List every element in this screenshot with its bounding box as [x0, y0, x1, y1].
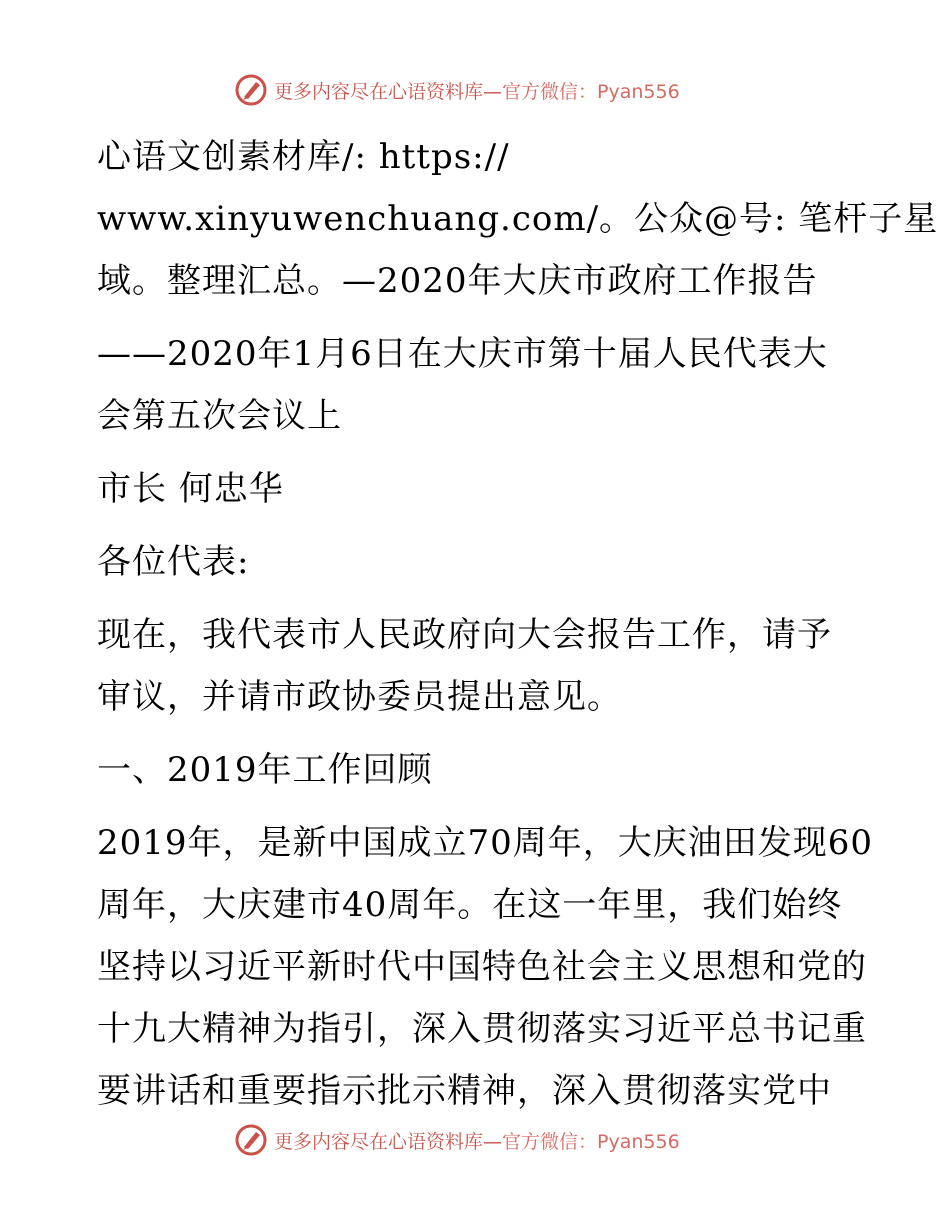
watermark-text: 更多内容尽在心语资料库—官方微信：Pyan556: [274, 80, 680, 103]
section-heading: 一、2019年工作回顾: [97, 750, 433, 790]
text-line: ——2020年1月6日在大庆市第十届人民代表大: [97, 334, 828, 374]
text-line: 坚持以习近平新时代中国特色社会主义思想和党的: [97, 947, 867, 987]
text-line: 周年，大庆建市40周年。在这一年里，我们始终: [97, 885, 843, 925]
pen-logo-icon: [234, 1123, 268, 1157]
text-line: 要讲话和重要指示批示精神，深入贯彻落实党中: [97, 1071, 832, 1111]
text-line: 心语文创素材库/: https://: [97, 137, 510, 177]
text-line: 各位代表:: [97, 542, 250, 582]
text-line: 审议，并请市政协委员提出意见。: [97, 677, 622, 717]
text-line: 会第五次会议上: [97, 396, 342, 436]
text-line: 现在，我代表市人民政府向大会报告工作，请予: [97, 615, 832, 655]
text-line: www.xinyuwenchuang.com/。公众@号: 笔杆子星: [97, 199, 939, 239]
header-watermark: [0, 72, 950, 108]
text-line: 2019年，是新中国成立70周年，大庆油田发现60: [97, 823, 874, 863]
document-body: [97, 126, 939, 1122]
text-line: 市长 何忠华: [97, 469, 284, 509]
watermark-text: 更多内容尽在心语资料库—官方微信：Pyan556: [274, 1130, 680, 1153]
footer-watermark: [0, 1122, 950, 1158]
pen-logo-icon: [234, 73, 268, 107]
text-line: 域。整理汇总。—2020年大庆市政府工作报告: [97, 261, 818, 301]
text-line: 十九大精神为指引，深入贯彻落实习近平总书记重: [97, 1009, 867, 1049]
